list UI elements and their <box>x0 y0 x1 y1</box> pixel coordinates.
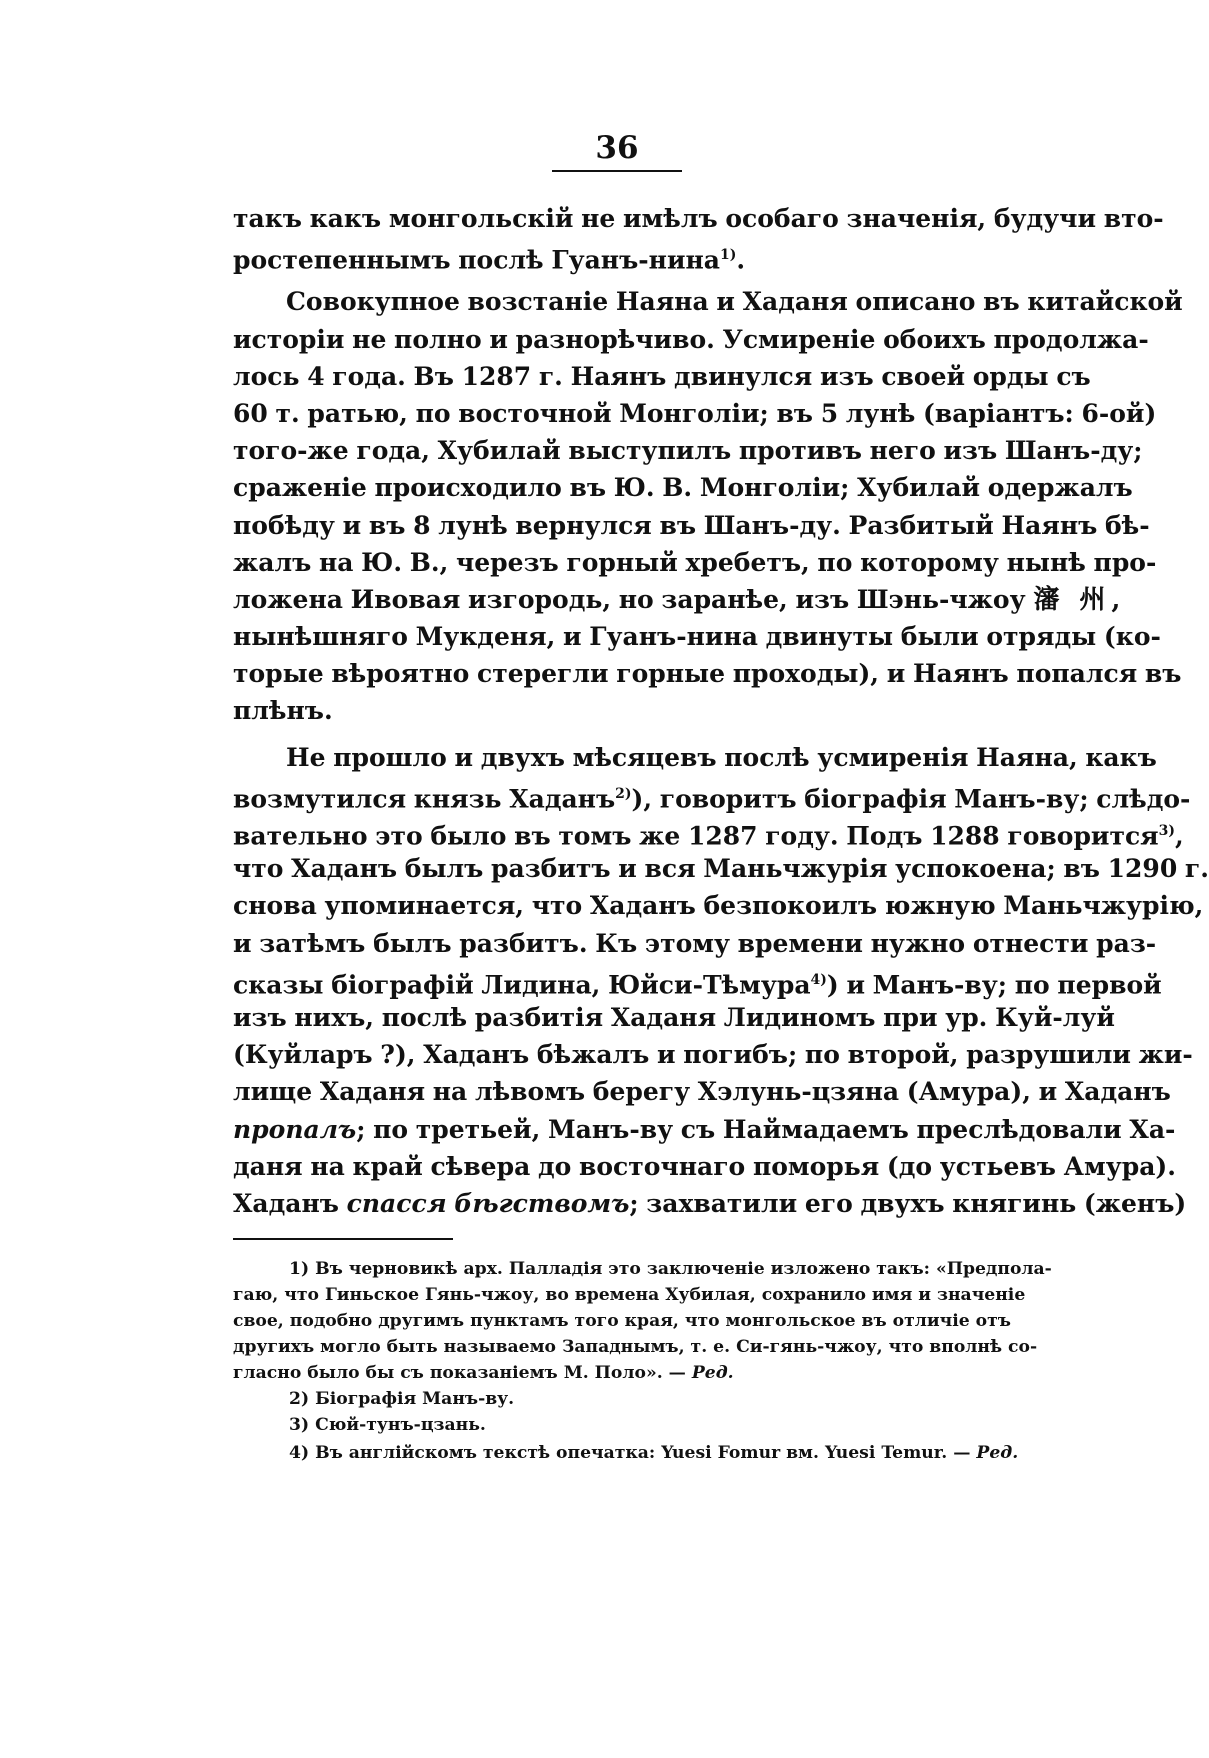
text-line: плѣнъ. <box>233 696 333 726</box>
text-line: сказы біографій Лидина, Юйси-Тѣмура$^{4)}$) и Манъ-ву; по первой <box>233 970 1162 1000</box>
chinese-characters: 瀋 州, <box>1033 584 1127 615</box>
text-line: ложена Ивовая изгородь, но заранѣе, изъ Шэнь-чжоу 瀋 州, <box>233 581 1003 618</box>
text-line: Не прошло и двухъ мѣсяцевъ послѣ усмиренія Наяна, какъ <box>286 742 1157 772</box>
text-line: такъ какъ монгольскій не имѣлъ особаго значенія, будучи вто- <box>233 204 1164 233</box>
italic-text: пропалъ <box>233 1114 357 1144</box>
main-text <box>233 200 1209 1222</box>
footnote-line: 1) Въ черновикѣ арх. Палладія это заключеніе изложено такъ: «Предпола- <box>289 1259 1052 1279</box>
text-line: лось 4 года. Въ 1287 г. Наянъ двинулся изъ своей орды съ <box>233 361 1091 391</box>
italic-text: спасся бѣгствомъ <box>346 1188 630 1218</box>
footnote-ref[interactable]: 1) <box>720 247 737 264</box>
text-line: и затѣмъ былъ разбитъ. Къ этому времени нужно отнести раз- <box>233 928 1157 958</box>
text-line: сраженіе происходило въ Ю. В. Монголіи; Хубилай одержалъ <box>233 473 1133 503</box>
editor-mark: Ред. <box>691 1363 734 1383</box>
footnote-line: 4) Въ англійскомъ текстѣ опечатка: Yuesi Fomur вм. Yuesi Temur. — Ред. <box>289 1443 1019 1463</box>
text-line: нынѣшняго Мукденя, и Гуанъ-нина двинуты были отряды (ко- <box>233 622 1161 652</box>
footnote-rule <box>233 1238 453 1240</box>
footnote-line: гласно было бы съ показаніемъ М. Поло». — Ред. <box>233 1363 734 1383</box>
text-line: жалъ на Ю. В., черезъ горный хребетъ, по которому нынѣ про- <box>233 547 1157 577</box>
editor-mark: Ред. <box>976 1443 1019 1463</box>
page-number-rule <box>552 170 682 172</box>
footnote-ref[interactable]: 4) <box>810 971 827 988</box>
text-line: исторіи не полно и разнорѣчиво. Усмиреніе обоихъ продолжа- <box>233 324 1149 354</box>
text-line: того-же года, Хубилай выступилъ противъ него изъ Шанъ-ду; <box>233 436 1143 466</box>
footnote-line: другихъ могло быть называемо Западнымъ, т. е. Си-гянь-чжоу, что вполнѣ со- <box>233 1337 1038 1357</box>
footnote-ref[interactable]: 3) <box>1158 823 1176 839</box>
footnote-ref[interactable]: 2) <box>615 785 632 802</box>
text-line: возмутился князь Хаданъ$^{2)}$), говоритъ біографія Манъ-ву; слѣдо- <box>233 784 1191 814</box>
text-line: лище Хаданя на лѣвомъ берегу Хэлунь-цзяна (Амура), и Хаданъ <box>233 1077 1171 1107</box>
text-line: 60 т. ратью, по восточной Монголіи; въ 5 лунѣ (варіантъ: 6-ой) <box>233 398 1157 428</box>
footnotes <box>233 1256 1052 1466</box>
text-line: пропалъ; по третьей, Манъ-ву съ Наймадаемъ преслѣдовали Ха- <box>233 1114 1176 1144</box>
text-line: снова упоминается, что Хаданъ безпокоилъ южную Маньчжурію, <box>233 891 1204 921</box>
text-line: торые вѣроятно стерегли горные проходы), и Наянъ попался въ <box>233 659 1182 689</box>
text-line: вательно это было въ томъ же 1287 году. Подъ 1288 говорится$^{3)}$, <box>233 821 1184 851</box>
text-line: ростепеннымъ послѣ Гуанъ-нина$^{1)}$. <box>233 245 746 275</box>
text-line: даня на край сѣвера до восточнаго поморья (до устьевъ Амура). <box>233 1151 1176 1181</box>
text-line: (Куйларъ ?), Хаданъ бѣжалъ и погибъ; по второй, разрушили жи- <box>233 1040 1193 1070</box>
text-line: Совокупное возстаніе Наяна и Хаданя описано въ китайской <box>286 287 1183 317</box>
footnote-line: 3) Сюй-тунъ-цзань. <box>289 1415 486 1435</box>
footnote-line: гаю, что Гиньское Гянь-чжоу, во времена Хубилая, сохранило имя и значеніе <box>233 1285 1026 1305</box>
text-line: Хаданъ спасся бѣгствомъ; захватили его двухъ княгинь (женъ) <box>233 1188 1187 1218</box>
text-line: что Хаданъ былъ разбитъ и вся Маньчжурія успокоена; въ 1290 г. <box>233 854 1209 884</box>
page-number: 36 <box>595 130 639 166</box>
footnote-line: 2) Біографія Манъ-ву. <box>289 1389 515 1409</box>
footnote-line: свое, подобно другимъ пунктамъ того края, что монгольское въ отличіе отъ <box>233 1311 1011 1331</box>
text-line: изъ нихъ, послѣ разбитія Хаданя Лидиномъ при ур. Куй-луй <box>233 1002 1115 1032</box>
text-line: побѣду и въ 8 лунѣ вернулся въ Шанъ-ду. Разбитый Наянъ бѣ- <box>233 510 1150 540</box>
